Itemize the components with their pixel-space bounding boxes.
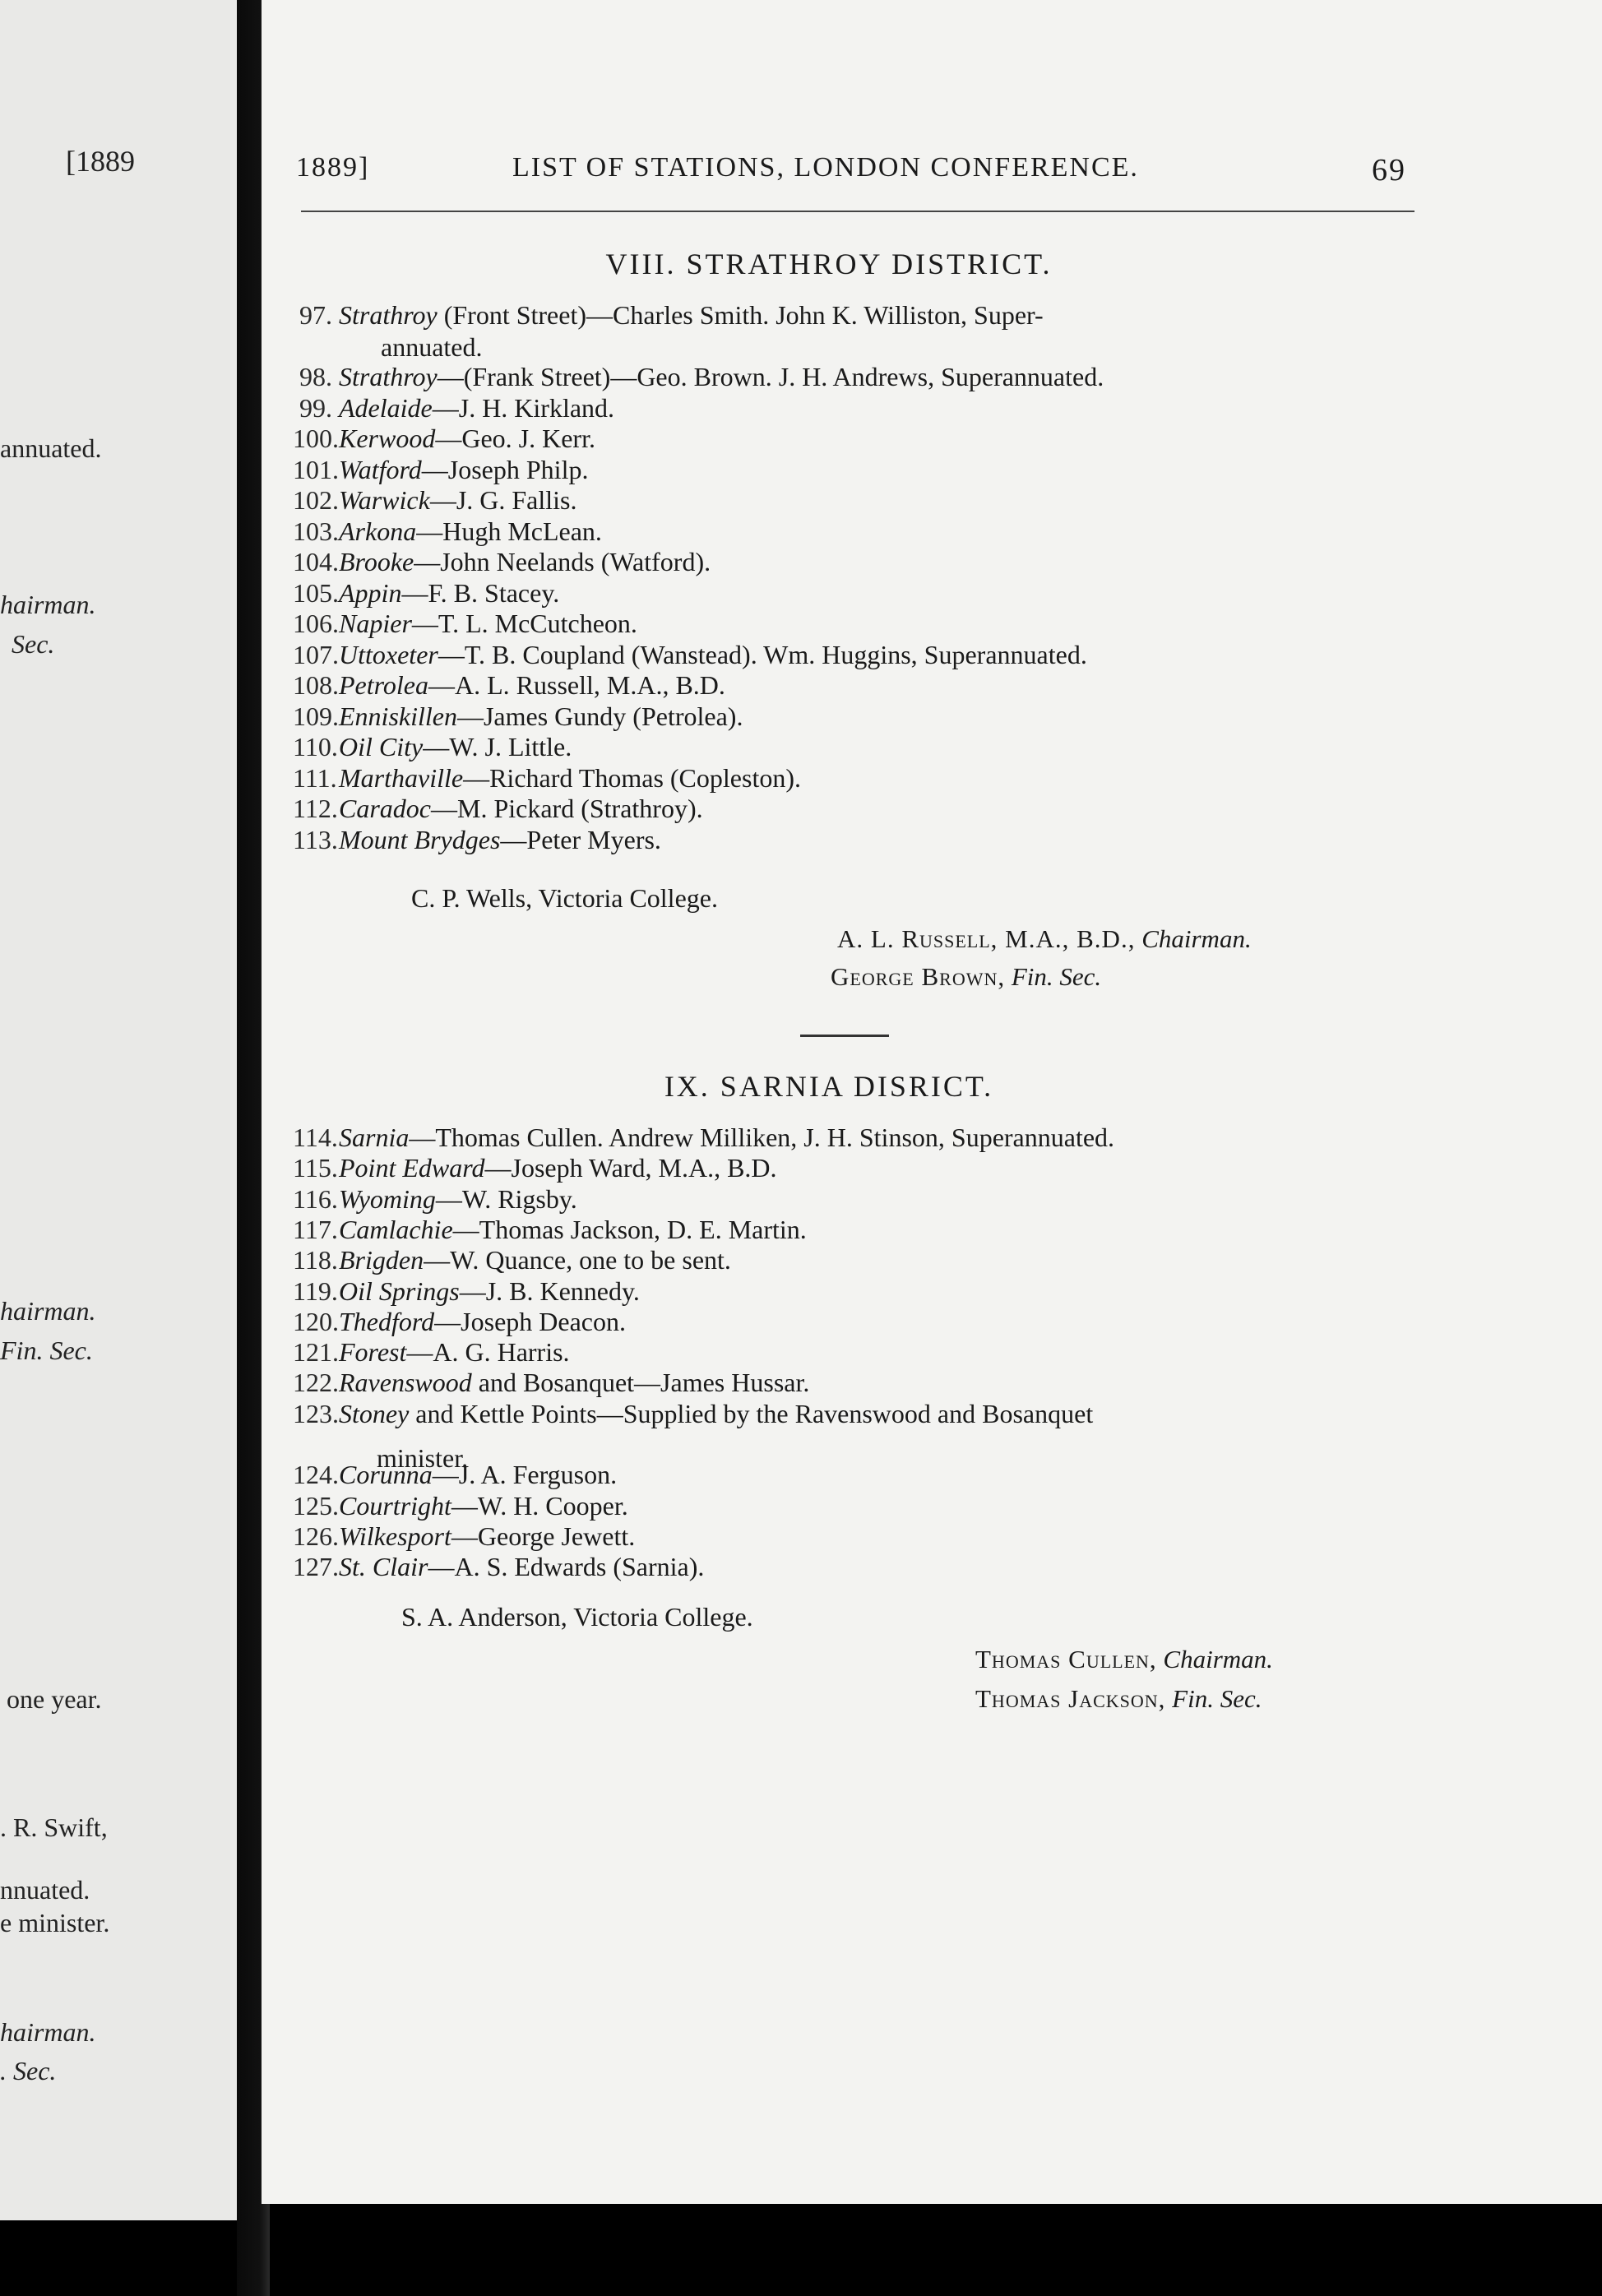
station-place: Adelaide [339,392,433,423]
station-place: Stoney [339,1398,410,1428]
station-appointment: —J. G. Fallis. [429,485,577,515]
station-entry [293,1215,1461,1245]
station-entry [293,362,1461,392]
station-entry [293,1184,1461,1215]
station-number: 125. [293,1490,339,1521]
station-entry [293,547,1461,577]
station-number: 98. [299,362,332,391]
station-number: 111. [293,762,337,793]
station-number: 120. [293,1306,339,1336]
station-number: 110. [293,732,338,761]
station-appointment: —Richard Thomas (Copleston). [463,762,801,793]
station-entry [293,670,1461,701]
station-appointment: —A. G. Harris. [406,1337,570,1368]
fin-sec-signature [831,962,1101,992]
station-number: 97. [299,300,332,330]
station-number: 112. [293,794,338,823]
station-number: 117. [293,1214,338,1244]
station-entry [293,763,1461,794]
left-fragment: hairman. [0,2017,96,2047]
station-number: 99. [299,392,332,423]
station-entry [293,609,1461,639]
station-place: Strathroy [339,300,438,330]
station-appointment: —W. H. Cooper. [451,1490,628,1521]
station-appointment: —A. S. Edwards (Sarnia). [428,1552,705,1582]
station-number: 119. [293,1275,338,1306]
chairman-role: Chairman. [1163,1645,1273,1673]
station-place: Enniskillen [339,701,457,731]
station-entry [293,1552,1461,1582]
station-entry [293,1491,1461,1521]
station-number: 115. [293,1153,338,1183]
station-place: Uttoxeter [339,639,438,669]
station-entry [293,1521,1461,1552]
station-number: 113. [293,824,338,854]
station-entry [293,640,1461,670]
station-place: Oil City [339,732,424,761]
station-entry [293,485,1461,516]
station-appointment: —Peter Myers. [500,824,661,854]
station-place: St. Clair [339,1552,428,1582]
station-number: 121. [293,1337,339,1368]
station-entry [293,1123,1461,1153]
fin-sec-role: Fin. Sec. [1172,1684,1262,1713]
station-entry [293,1337,1461,1368]
chairman-name: Thomas Cullen, [975,1645,1157,1673]
station-appointment: —W. Quance, one to be sent. [424,1245,731,1275]
chairman-signature [975,1645,1273,1674]
station-entry [293,300,1461,331]
station-place: Petrolea [339,670,428,700]
station-number: 109. [293,701,339,731]
station-entry [293,455,1461,485]
chairman-signature [837,924,1252,954]
district-separator [800,1035,889,1037]
station-number: 105. [293,577,339,608]
header-title: LIST OF STATIONS, LONDON CONFERENCE. [512,152,1139,183]
station-appointment: and Kettle Points—Supplied by the Ravenswood and Bosanquet [409,1398,1094,1428]
station-place: Ravenswood [339,1368,472,1398]
station-entry [293,516,1461,547]
station-entry [293,1276,1461,1307]
station-appointment: —M. Pickard (Strathroy). [431,794,703,823]
station-place: Thedford [339,1306,435,1336]
left-fragment: hairman. [0,590,96,619]
station-number: 106. [293,609,339,638]
station-number: 103. [293,516,339,546]
station-entry [293,578,1461,609]
station-entry [293,393,1461,424]
station-appointment: —A. L. Russell, M.A., B.D. [428,670,725,700]
station-place: Wyoming [339,1183,436,1214]
station-number: 127. [293,1552,339,1582]
station-appointment: —Thomas Jackson, D. E. Martin. [452,1214,807,1244]
station-appointment: —J. B. Kennedy. [459,1275,640,1306]
station-appointment: —J. H. Kirkland. [432,392,615,423]
left-fragment: . R. Swift, [0,1812,108,1842]
header-year: 1889] [296,152,370,183]
station-entry [293,424,1461,454]
station-appointment: —T. L. McCutcheon. [411,609,637,638]
district-title: VIII. STRATHROY DISTRICT. [605,248,1053,280]
station-entry [293,1368,1461,1398]
station-appointment: —(Frank Street)—Geo. Brown. J. H. Andrews, Superannuated. [437,362,1104,391]
entry-continuation: minister. [377,1443,469,1473]
station-number: 102. [293,485,339,515]
station-appointment: —James Gundy (Petrolea). [456,701,743,731]
chairman-name: A. L. Russell, M.A., B.D., [837,924,1136,953]
station-entry [293,1399,1461,1429]
left-page-year: [1889 [66,145,135,178]
station-place: Point Edward [339,1153,485,1183]
station-appointment: —J. A. Ferguson. [432,1460,618,1490]
station-place: Watford [339,454,422,484]
station-number: 122. [293,1368,339,1398]
station-appointment: —Geo. J. Kerr. [435,424,595,453]
station-appointment: —W. J. Little. [423,732,572,761]
station-number: 124. [293,1460,339,1490]
station-appointment: —Hugh McLean. [416,516,602,546]
fin-sec-signature [975,1684,1262,1714]
left-fragment: nnuated. [0,1875,90,1905]
station-place: Brigden [339,1245,424,1275]
station-number: 114. [293,1123,338,1152]
left-fragment: Fin. Sec. [0,1335,93,1365]
station-entry [293,1307,1461,1337]
header-rule [301,211,1414,212]
right-page [262,0,1602,2204]
station-number: 107. [293,639,339,669]
station-entry [293,794,1461,824]
station-place: Arkona [339,516,417,546]
station-entry [293,825,1461,855]
station-appointment: and Bosanquet—James Hussar. [471,1368,810,1398]
station-number: 123. [293,1398,339,1428]
station-entry [293,1153,1461,1183]
station-number: 116. [293,1183,338,1214]
station-entry [293,701,1461,732]
station-place: Kerwood [339,424,436,453]
left-fragment: hairman. [0,1296,96,1326]
station-appointment: —Joseph Deacon. [434,1306,626,1336]
station-place: Appin [339,577,402,608]
page-number: 69 [1372,153,1406,187]
station-place: Caradoc [339,794,431,823]
left-fragment: e minister. [0,1908,110,1937]
entry-continuation: annuated. [381,332,483,362]
station-place: Brooke [339,547,414,576]
station-appointment: —George Jewett. [451,1521,636,1551]
station-place: Warwick [339,485,430,515]
station-appointment: —W. Rigsby. [435,1183,577,1214]
station-place: Napier [339,609,412,638]
station-place: Mount Brydges [339,824,501,854]
station-place: Camlachie [339,1214,453,1244]
station-appointment: —Joseph Ward, M.A., B.D. [484,1153,777,1183]
fin-sec-name: Thomas Jackson, [975,1684,1166,1713]
district-note: C. P. Wells, Victoria College. [411,883,718,913]
station-place: Forest [339,1337,407,1368]
station-number: 118. [293,1245,338,1275]
station-entry [293,1245,1461,1275]
station-place: Strathroy [339,362,438,391]
station-number: 126. [293,1521,339,1551]
district-note: S. A. Anderson, Victoria College. [401,1602,753,1632]
station-number: 108. [293,670,339,700]
station-place: Wilkesport [339,1521,451,1551]
left-fragment: Sec. [12,629,55,659]
chairman-role: Chairman. [1141,924,1252,953]
station-appointment: —T. B. Coupland (Wanstead). Wm. Huggins, Superannuated. [438,639,1087,669]
station-place: Corunna [339,1460,433,1490]
station-appointment: —Joseph Philp. [421,454,589,484]
station-place: Courtright [339,1490,451,1521]
left-page-margin [0,0,237,2220]
station-number: 100. [293,424,339,453]
station-appointment: —Thomas Cullen. Andrew Milliken, J. H. Stinson, Superannuated. [409,1123,1115,1152]
station-place: Oil Springs [339,1275,460,1306]
left-fragment: . Sec. [0,2056,57,2085]
station-place: Sarnia [339,1123,410,1152]
left-fragment: annuated. [0,433,102,463]
station-appointment: —John Neelands (Watford). [414,547,711,576]
station-number: 104. [293,547,339,576]
station-appointment: (Front Street)—Charles Smith. John K. Williston, Super- [437,300,1044,330]
fin-sec-name: George Brown, [831,962,1006,991]
station-entry [293,732,1461,762]
left-fragment: one year. [7,1684,102,1714]
fin-sec-role: Fin. Sec. [1011,962,1102,991]
station-place: Marthaville [339,762,464,793]
station-appointment: —F. B. Stacey. [401,577,560,608]
district-title: IX. SARNIA DISRICT. [664,1070,994,1103]
station-number: 101. [293,454,339,484]
